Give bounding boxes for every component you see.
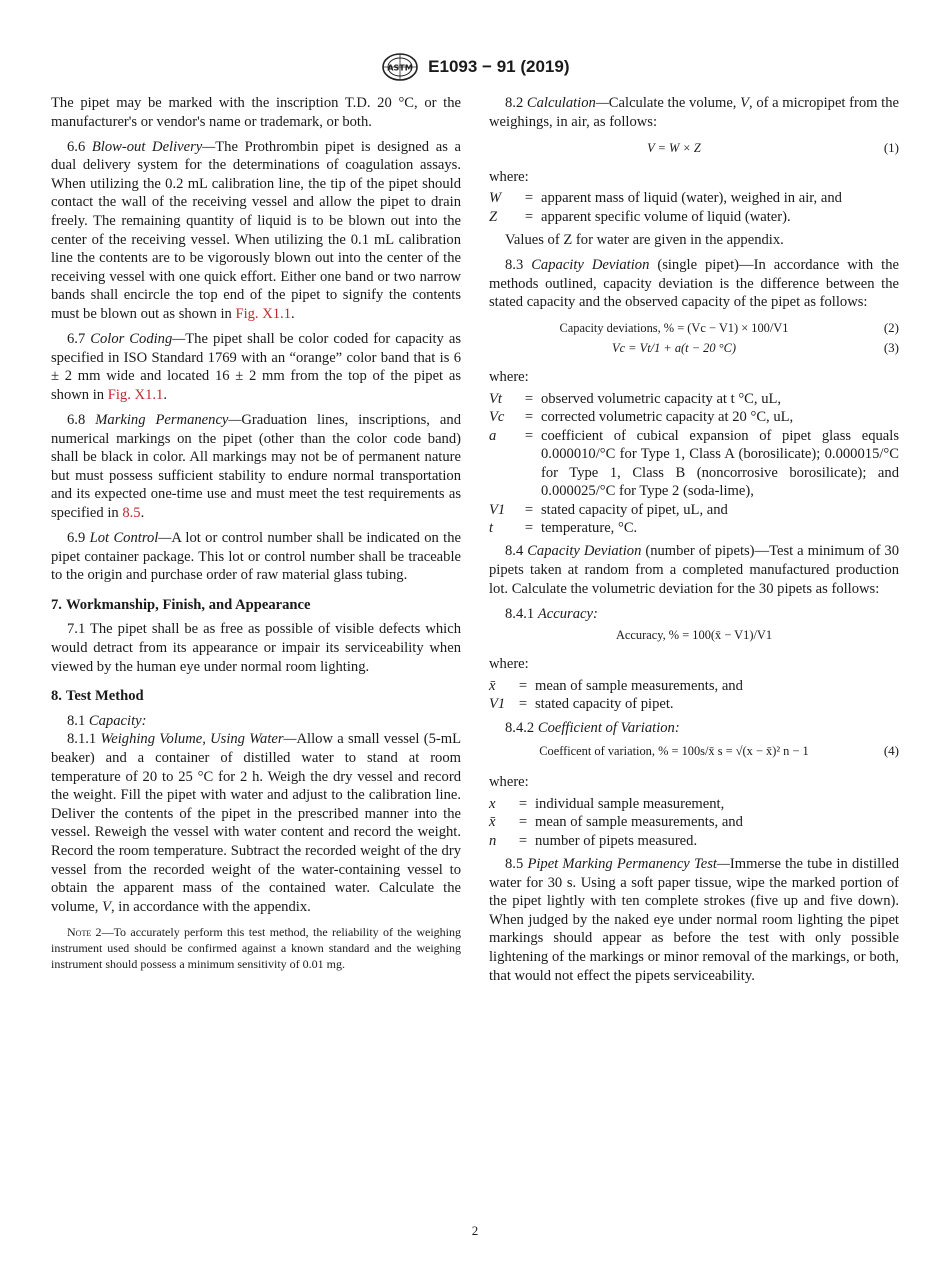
section-8-1: 8.1 Capacity: bbox=[67, 712, 147, 729]
definition-row: W = apparent mass of liquid (water), weighed in air, and bbox=[489, 190, 842, 207]
definition-row: x = individual sample measurement, bbox=[489, 795, 725, 812]
left-column bbox=[51, 94, 461, 979]
intro-paragraph: The pipet may be marked with the inscription T.D. 20 °C, or the manufacturer's or vendor's name or trademark, or both. bbox=[51, 95, 461, 130]
definitions-list-2 bbox=[489, 390, 899, 537]
right-column bbox=[489, 94, 899, 992]
fig-x1-1-link[interactable]: Fig. X1.1 bbox=[107, 386, 164, 403]
equation-4: Coefficent of variation, % = 100s/x̄ s = √(x − x̄)² n − 1 (4) bbox=[539, 743, 899, 759]
definition-row: Z = apparent specific volume of liquid (water). bbox=[489, 208, 791, 225]
definitions-list-4 bbox=[489, 795, 899, 850]
definition-row: Vc = corrected volumetric capacity at 20 °C, uL, bbox=[489, 409, 794, 426]
page-number: 2 bbox=[471, 1223, 479, 1238]
section-8-2: 8.2 Calculation—Calculate the volume, V, of a micropipet from the weighings, in air, as follows: bbox=[489, 95, 899, 130]
section-8-5: 8.5 Pipet Marking Permanency Test—Immerse the tube in distilled water for 30 s. Using a soft paper tissue, wipe the marked portion of the pipet lightly with ten complete strokes (five up and five down). When judged by the naked eye under normal room lighting the pipet markings should appear as before the test with only possible lightening of the markings or minor removal of the markings, or both, that would not effect the pipets serviceability. bbox=[489, 856, 900, 984]
definition-row: V1 = stated capacity of pipet. bbox=[489, 696, 674, 713]
where-label: where: bbox=[489, 369, 529, 386]
definition-row: x̄ = mean of sample measurements, and bbox=[489, 814, 743, 831]
where-label: where: bbox=[489, 168, 529, 185]
definition-row: x̄ = mean of sample measurements, and bbox=[489, 677, 743, 694]
section-8-3: 8.3 Capacity Deviation (single pipet)—In accordance with the methods outlined, capacity deviation is the difference between the stated capacity and the observed capacity of the pipet as follows: bbox=[489, 257, 899, 311]
heading-section-8: 8. Test Method bbox=[51, 688, 144, 705]
note-2: Note 2—To accurately perform this test method, the reliability of the weighing instrument used should be confirmed against a known standard and the weighing instrument should possess a minimum sensitivity of 0.01 mg. bbox=[51, 925, 462, 971]
definition-row: t = temperature, °C. bbox=[489, 519, 638, 536]
accuracy-equation: Accuracy, % = 100(x̄ − V1)/V1 bbox=[615, 628, 773, 643]
equation-2: Capacity deviations, % = (Vc − V1) × 100/V1 (2) bbox=[559, 320, 899, 336]
section-8-4-2: 8.4.2 Coefficient of Variation: bbox=[505, 719, 680, 736]
section-6-6: 6.6 Blow-out Delivery—The Prothrombin pipet is designed as a dual delivery system for the determinations of coagulation assays. When utilizing the 0.2 mL calibration line, the tip of the pipet should contact the wall of the receiving vessel and allow the pipet to drain freely. The remaining quantity of liquid is to be blown out into the center of the receiving vessel. When utilizing the 0.1 mL calibration line the contents are to be vigorously blown out into the center of the receiving vessel with one quick effort. Either one band or two narrow bands shall encircle the top end of the pipet to signify the contents must be blown out as shown in Fig. X1.1. bbox=[51, 138, 461, 323]
equation-3: Vc = Vt/1 + a(t − 20 °C) (3) bbox=[612, 340, 899, 356]
definitions-list-1 bbox=[489, 189, 899, 226]
definition-row: V1 = stated capacity of pipet, uL, and bbox=[489, 501, 728, 518]
fig-x1-1-link[interactable]: Fig. X1.1 bbox=[235, 306, 291, 323]
definitions-list-3 bbox=[489, 677, 899, 714]
definition-row: Vt = observed volumetric capacity at t °C, uL, bbox=[489, 391, 782, 408]
definition-row: n = number of pipets measured. bbox=[489, 832, 698, 849]
section-6-8: 6.8 Marking Permanency—Graduation lines, inscriptions, and numerical markings on the pipet (other than the color code band) shall be black in color. All markings may not be of permanent nature but must possess sufficient stability to endure normal transportation and its expected one-time use and must meet the test requirements as specified in 8.5. bbox=[51, 412, 461, 521]
definition-row: a = coefficient of cubical expansion of pipet glass equals 0.000010/°C for Type 1, Class A (borosilicate); 0.000015/°C for Type 1, Class B (noncorrosive borosilicate); and 0.000025/°C for Type 2 (soda-lime), bbox=[489, 427, 899, 500]
z-values-note: Values of Z for water are given in the appendix. bbox=[505, 232, 784, 249]
section-8-5-link[interactable]: 8.5 bbox=[122, 504, 141, 521]
equation-1: V = W × Z (1) bbox=[647, 139, 899, 155]
where-label: where: bbox=[489, 656, 529, 673]
svg-text:ASTM: ASTM bbox=[386, 63, 413, 73]
section-6-9: 6.9 Lot Control—A lot or control number shall be indicated on the pipet container package. This lot or control number shall be traceable to the origin and purchase order of raw material glass tubing. bbox=[51, 530, 462, 584]
section-8-4: 8.4 Capacity Deviation (number of pipets)—Test a minimum of 30 pipets taken at random from a completed manufactured production lot. Calculate the volumetric deviation for the 30 pipets as follows: bbox=[489, 543, 899, 597]
page-header bbox=[0, 52, 950, 82]
heading-section-7: 7. Workmanship, Finish, and Appearance bbox=[51, 596, 311, 613]
astm-logo-icon bbox=[381, 52, 419, 82]
section-8-4-1: 8.4.1 Accuracy: bbox=[505, 605, 598, 622]
section-8-1-1: 8.1.1 Weighing Volume, Using Water—Allow a small vessel (5-mL beaker) and a container of distilled water to stand at room temperature of 20 to 25 °C for 2 h. Weigh the dry vessel and record the weight. Fill the pipet with water and adjust to the calibration line. Deliver the contents of the pipet in the prescribed manner into the vessel. Reweigh the vessel with water content and record the weight. Record the room temperature. Subtract the recorded weight of the dry vessel from the recorded weight of the water-containing vessel to obtain the apparent mass of the contained water. Calculate the volume, V, in accordance with the appendix. bbox=[51, 731, 461, 915]
document-code: E1093 − 91 (2019) bbox=[428, 56, 570, 76]
where-label: where: bbox=[489, 774, 529, 791]
section-6-7: 6.7 Color Coding—The pipet shall be color coded for capacity as specified in ISO Standard 1769 with an “orange” color band that is 6 ± 2 mm wide and located 16 ± 2 mm from the top of the pipet as shown in Fig. X1.1. bbox=[51, 331, 462, 403]
section-7-1: 7.1 The pipet shall be as free as possible of visible defects which would detract from its appearance or impair its serviceability when viewed by the human eye under normal room lighting. bbox=[51, 621, 461, 675]
